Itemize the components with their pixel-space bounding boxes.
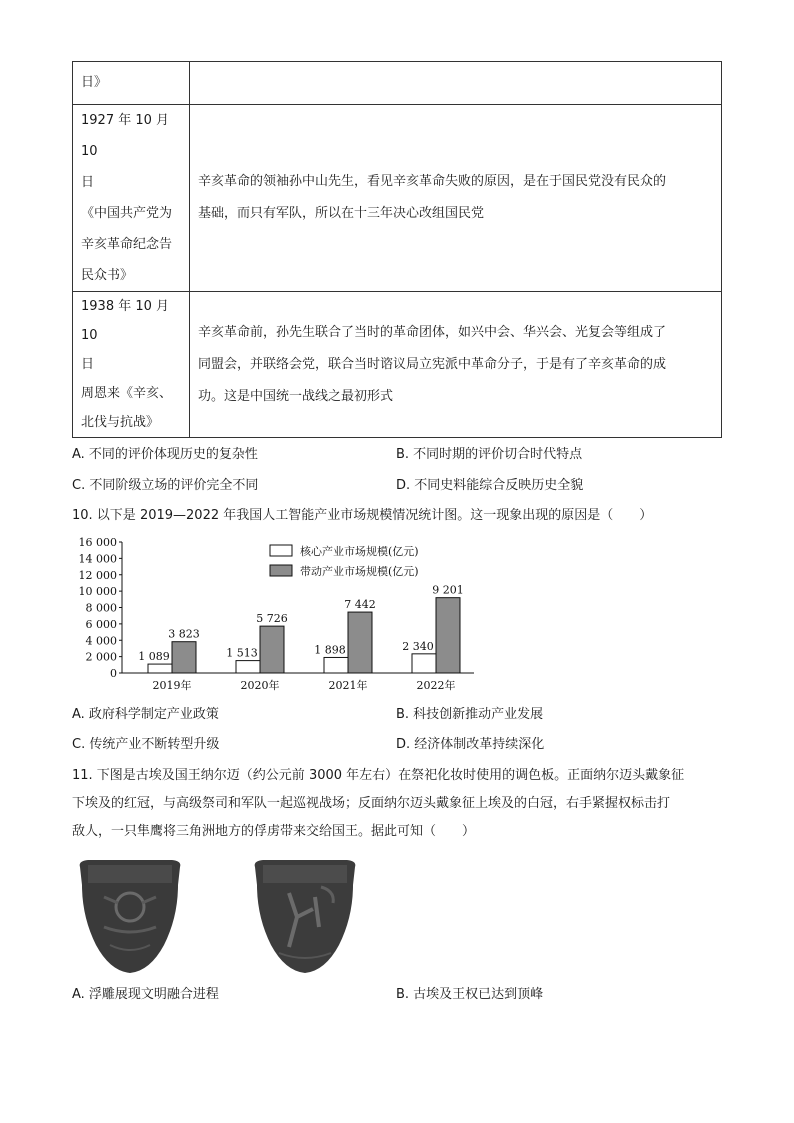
legend-swatch-core [270,545,292,556]
x-tick-label: 2020年 [240,679,280,692]
content-line: 辛亥革命的领袖孙中山先生，看见辛亥革命失败的原因，是在于国民党没有民众的 [198,174,667,189]
y-axis-ticks [79,536,123,680]
content-line: 基础，而只有军队，所以在十三年决心改组国民党 [198,206,485,221]
q10-option-b[interactable]: B. 科技创新推动产业发展 [396,707,544,722]
x-tick-label: 2021年 [328,679,368,692]
bar-core [324,657,348,673]
bar-driven [436,598,460,673]
bar-value-label: 7 442 [344,598,376,612]
y-tick-label: 12 000 [78,568,117,582]
table-row [73,292,722,438]
q11-stem-line: 下埃及的红冠，与高级祭司和军队一起巡视战场；反面纳尔迈头戴象征上埃及的白冠，右手紧握权标击打 [72,796,671,811]
q9-option-d[interactable]: D. 不同史料能综合反映历史全貌 [396,478,584,493]
x-tick-label: 2019年 [152,679,192,692]
q10-option-a[interactable]: A. 政府科学制定产业政策 [72,707,219,722]
q11-option-b[interactable]: B. 古埃及王权已达到顶峰 [396,987,544,1002]
y-tick-label: 10 000 [78,585,117,599]
legend-label-driven: 带动产业市场规模(亿元) [300,565,419,578]
table-row [73,62,722,105]
source-line: 日 [81,357,95,372]
q11-stem-line: 敌人，一只隼鹰将三角洲地方的俘虏带来交给国王。据此可知（ ） [72,824,476,839]
bar-driven [260,626,284,673]
legend-label-core: 核心产业市场规模(亿元) [300,545,419,558]
table-cell-source: 日》 [73,62,190,105]
source-line: 1938 年 10 月 10 [81,299,170,343]
bar-group [138,584,464,692]
q9-option-a[interactable]: A. 不同的评价体现历史的复杂性 [72,447,258,462]
bar-value-label: 9 201 [432,583,464,597]
y-tick-label: 0 [110,667,117,680]
bar-core [412,654,436,673]
content-line: 同盟会，并联络会党，联合当时谘议局立宪派中革命分子，于是有了辛亥革命的成 [198,356,667,372]
bar-core [148,664,172,673]
content-line: 功。这是中国统一战线之最初形式 [198,388,394,404]
y-tick-label: 6 000 [85,617,117,631]
bar-value-label: 1 089 [138,650,170,664]
chart-legend [270,544,419,578]
q11-stem [72,762,684,846]
table-cell-content [190,292,722,438]
y-tick-label: 14 000 [78,552,117,566]
history-evaluation-table [72,61,722,438]
y-tick-label: 4 000 [85,634,117,648]
legend-swatch-driven [270,565,292,576]
q11-option-a[interactable]: A. 浮雕展现文明融合进程 [72,987,219,1002]
narmer-palette-front-image [74,857,186,977]
source-line: 周恩来《辛亥、 [81,386,173,401]
q11-stem-line: 11. 下图是古埃及国王纳尔迈（约公元前 3000 年左右）在祭祀化妆时使用的调色板。正面纳尔迈头戴象征 [72,768,685,783]
q10-option-c[interactable]: C. 传统产业不断转型升级 [72,737,220,752]
q10-stem: 10. 以下是 2019—2022 年我国人工智能产业市场规模情况统计图。这一现象出现的原因是（ ） [72,508,653,523]
narmer-palette-back-image [249,857,361,977]
bar-value-label: 3 823 [168,627,200,641]
source-line: 日 [81,175,95,190]
y-tick-label: 8 000 [85,601,117,615]
y-tick-label: 16 000 [78,536,117,549]
bar-driven [172,642,196,673]
bar-driven [348,612,372,673]
q9-option-b[interactable]: B. 不同时期的评价切合时代特点 [396,447,583,462]
source-line: 北伐与抗战》 [81,415,160,430]
content-line: 辛亥革命前，孙先生联合了当时的革命团体，如兴中会、华兴会、光复会等组成了 [198,324,667,340]
q10-option-d[interactable]: D. 经济体制改革持续深化 [396,737,545,752]
table-cell-source [73,105,190,292]
q9-option-c[interactable]: C. 不同阶级立场的评价完全不同 [72,478,259,493]
table-cell-source [73,292,190,438]
y-tick-label: 2 000 [85,650,117,664]
bar-value-label: 1 513 [226,646,258,660]
bar-value-label: 1 898 [314,643,346,657]
bar-core [236,661,260,673]
x-tick-label: 2022年 [416,679,456,692]
table-row [73,105,722,292]
source-line: 1927 年 10 月 10 [81,113,170,159]
source-line: 辛亥革命纪念告 [81,237,173,252]
ai-market-bar-chart [72,536,482,696]
table-cell-content [190,62,722,105]
bar-value-label: 2 340 [402,639,434,653]
bar-value-label: 5 726 [256,612,288,626]
source-line: 民众书》 [81,268,134,283]
source-line: 《中国共产党为 [81,206,173,221]
table-cell-content [190,105,722,292]
